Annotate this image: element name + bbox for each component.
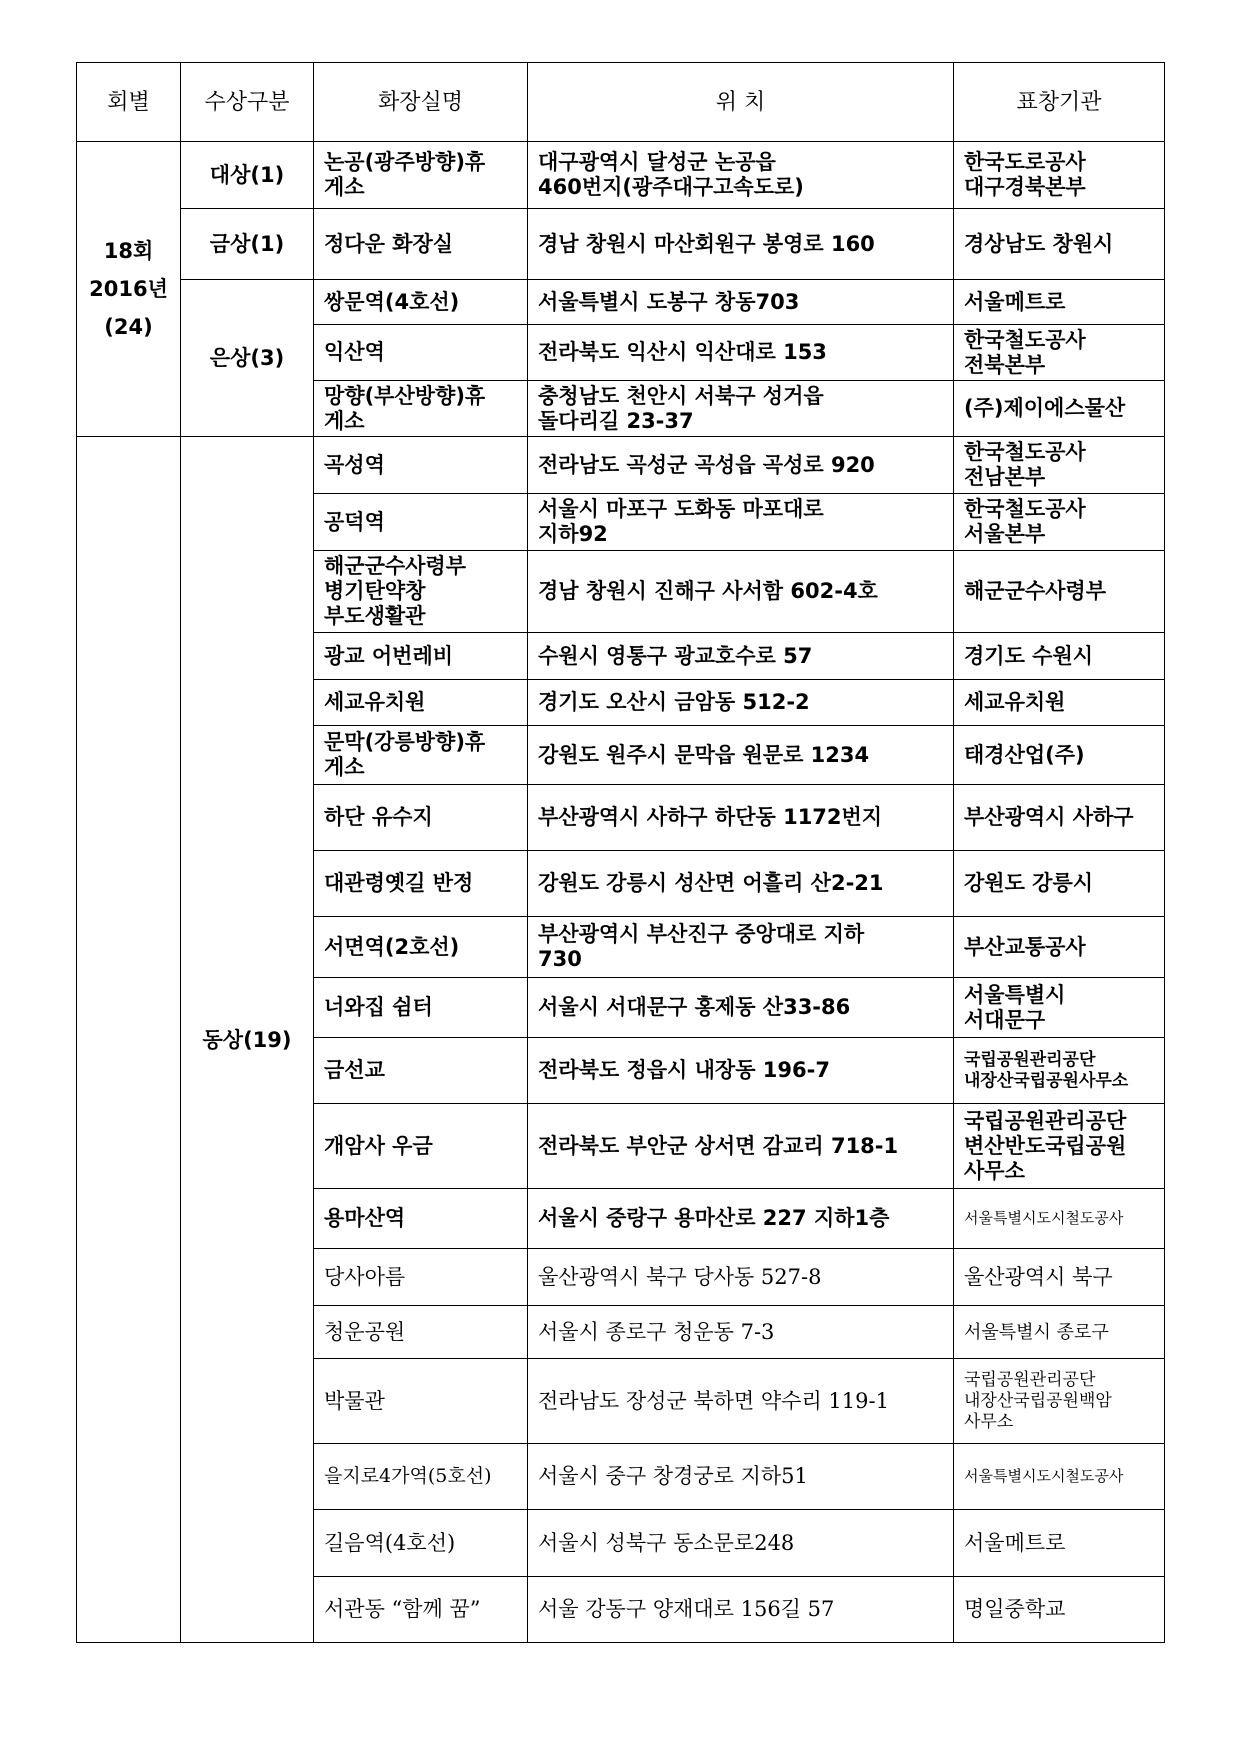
location-cell: 부산광역시 부산진구 중앙대로 지하 730 — [528, 917, 954, 978]
toilet-name-cell: 대관령옛길 반정 — [314, 851, 528, 917]
round-cell: 18회 2016년 (24) — [77, 142, 181, 437]
location-cell: 전라북도 부안군 상서면 감교리 718-1 — [528, 1104, 954, 1189]
org-cell: 한국철도공사 전남본부 — [954, 437, 1165, 494]
org-cell: 한국철도공사 서울본부 — [954, 494, 1165, 551]
org-cell: 한국철도공사 전북본부 — [954, 325, 1165, 381]
table-row — [77, 142, 1165, 209]
header-row — [77, 63, 1165, 142]
toilet-name-cell: 익산역 — [314, 325, 528, 381]
location-cell: 전라남도 장성군 북하면 약수리 119-1 — [528, 1359, 954, 1444]
round-cell-empty — [77, 437, 181, 1643]
location-cell: 서울시 성북구 동소문로248 — [528, 1510, 954, 1577]
location-cell: 서울시 중랑구 용마산로 227 지하1층 — [528, 1189, 954, 1249]
org-cell: 세교유치원 — [954, 680, 1165, 726]
header-round: 회별 — [77, 63, 181, 142]
header-name: 화장실명 — [314, 63, 528, 142]
location-cell: 경남 창원시 진해구 사서함 602-4호 — [528, 551, 954, 633]
location-cell: 강원도 강릉시 성산면 어흘리 산2-21 — [528, 851, 954, 917]
grade-cell: 대상(1) — [181, 142, 314, 209]
award-table — [76, 62, 1165, 1643]
org-cell: 경상남도 창원시 — [954, 209, 1165, 280]
grade-cell: 동상(19) — [181, 437, 314, 1643]
org-cell: 국립공원관리공단 변산반도국립공원 사무소 — [954, 1104, 1165, 1189]
org-cell: 강원도 강릉시 — [954, 851, 1165, 917]
toilet-name-cell: 을지로4가역(5호선) — [314, 1444, 528, 1510]
location-cell: 강원도 원주시 문막읍 원문로 1234 — [528, 726, 954, 785]
toilet-name-cell: 서면역(2호선) — [314, 917, 528, 978]
toilet-name-cell: 서관동 “함께 꿈” — [314, 1577, 528, 1643]
org-cell: 부산교통공사 — [954, 917, 1165, 978]
org-cell: 서울메트로 — [954, 1510, 1165, 1577]
org-cell: 서울특별시도시철도공사 — [954, 1189, 1165, 1249]
toilet-name-cell: 개암사 우금 — [314, 1104, 528, 1189]
grade-cell: 금상(1) — [181, 209, 314, 280]
toilet-name-cell: 용마산역 — [314, 1189, 528, 1249]
org-cell: 서울메트로 — [954, 280, 1165, 325]
toilet-name-cell: 해군군수사령부 병기탄약창 부도생활관 — [314, 551, 528, 633]
location-cell: 전라북도 정읍시 내장동 196-7 — [528, 1038, 954, 1104]
toilet-name-cell: 논공(광주방향)휴 게소 — [314, 142, 528, 209]
grade-cell: 은상(3) — [181, 280, 314, 437]
toilet-name-cell: 광교 어번레비 — [314, 633, 528, 680]
location-cell: 서울특별시 도봉구 창동703 — [528, 280, 954, 325]
toilet-name-cell: 금선교 — [314, 1038, 528, 1104]
org-cell: 서울특별시 서대문구 — [954, 978, 1165, 1038]
toilet-name-cell: 정다운 화장실 — [314, 209, 528, 280]
org-cell: 부산광역시 사하구 — [954, 785, 1165, 851]
toilet-name-cell: 공덕역 — [314, 494, 528, 551]
header-category: 수상구분 — [181, 63, 314, 142]
location-cell: 서울 강동구 양재대로 156길 57 — [528, 1577, 954, 1643]
toilet-name-cell: 문막(강릉방향)휴 게소 — [314, 726, 528, 785]
location-cell: 서울시 서대문구 홍제동 산33-86 — [528, 978, 954, 1038]
toilet-name-cell: 쌍문역(4호선) — [314, 280, 528, 325]
location-cell: 전라남도 곡성군 곡성읍 곡성로 920 — [528, 437, 954, 494]
location-cell: 경남 창원시 마산회원구 봉영로 160 — [528, 209, 954, 280]
header-org: 표창기관 — [954, 63, 1165, 142]
location-cell: 경기도 오산시 금암동 512-2 — [528, 680, 954, 726]
toilet-name-cell: 망향(부산방향)휴 게소 — [314, 381, 528, 437]
org-cell: 경기도 수원시 — [954, 633, 1165, 680]
location-cell: 대구광역시 달성군 논공읍 460번지(광주대구고속도로) — [528, 142, 954, 209]
org-cell: 국립공원관리공단 내장산국립공원사무소 — [954, 1038, 1165, 1104]
org-cell: 명일중학교 — [954, 1577, 1165, 1643]
toilet-name-cell: 박물관 — [314, 1359, 528, 1444]
table-row — [77, 437, 1165, 494]
location-cell: 울산광역시 북구 당사동 527-8 — [528, 1249, 954, 1306]
location-cell: 충청남도 천안시 서북구 성거읍 돌다리길 23-37 — [528, 381, 954, 437]
location-cell: 서울시 마포구 도화동 마포대로 지하92 — [528, 494, 954, 551]
toilet-name-cell: 청운공원 — [314, 1306, 528, 1359]
org-cell: 서울특별시 종로구 — [954, 1306, 1165, 1359]
org-cell: 한국도로공사 대구경북본부 — [954, 142, 1165, 209]
table-row — [77, 209, 1165, 280]
toilet-name-cell: 세교유치원 — [314, 680, 528, 726]
org-cell: 울산광역시 북구 — [954, 1249, 1165, 1306]
toilet-name-cell: 길음역(4호선) — [314, 1510, 528, 1577]
org-cell: 태경산업(주) — [954, 726, 1165, 785]
org-cell: (주)제이에스물산 — [954, 381, 1165, 437]
org-cell: 국립공원관리공단 내장산국립공원백암 사무소 — [954, 1359, 1165, 1444]
org-cell: 서울특별시도시철도공사 — [954, 1444, 1165, 1510]
toilet-name-cell: 곡성역 — [314, 437, 528, 494]
location-cell: 부산광역시 사하구 하단동 1172번지 — [528, 785, 954, 851]
toilet-name-cell: 하단 유수지 — [314, 785, 528, 851]
location-cell: 서울시 중구 창경궁로 지하51 — [528, 1444, 954, 1510]
location-cell: 수원시 영통구 광교호수로 57 — [528, 633, 954, 680]
location-cell: 서울시 종로구 청운동 7-3 — [528, 1306, 954, 1359]
location-cell: 전라북도 익산시 익산대로 153 — [528, 325, 954, 381]
table-row — [77, 280, 1165, 325]
toilet-name-cell: 당사아름 — [314, 1249, 528, 1306]
toilet-name-cell: 너와집 쉼터 — [314, 978, 528, 1038]
org-cell: 해군군수사령부 — [954, 551, 1165, 633]
header-location: 위 치 — [528, 63, 954, 142]
